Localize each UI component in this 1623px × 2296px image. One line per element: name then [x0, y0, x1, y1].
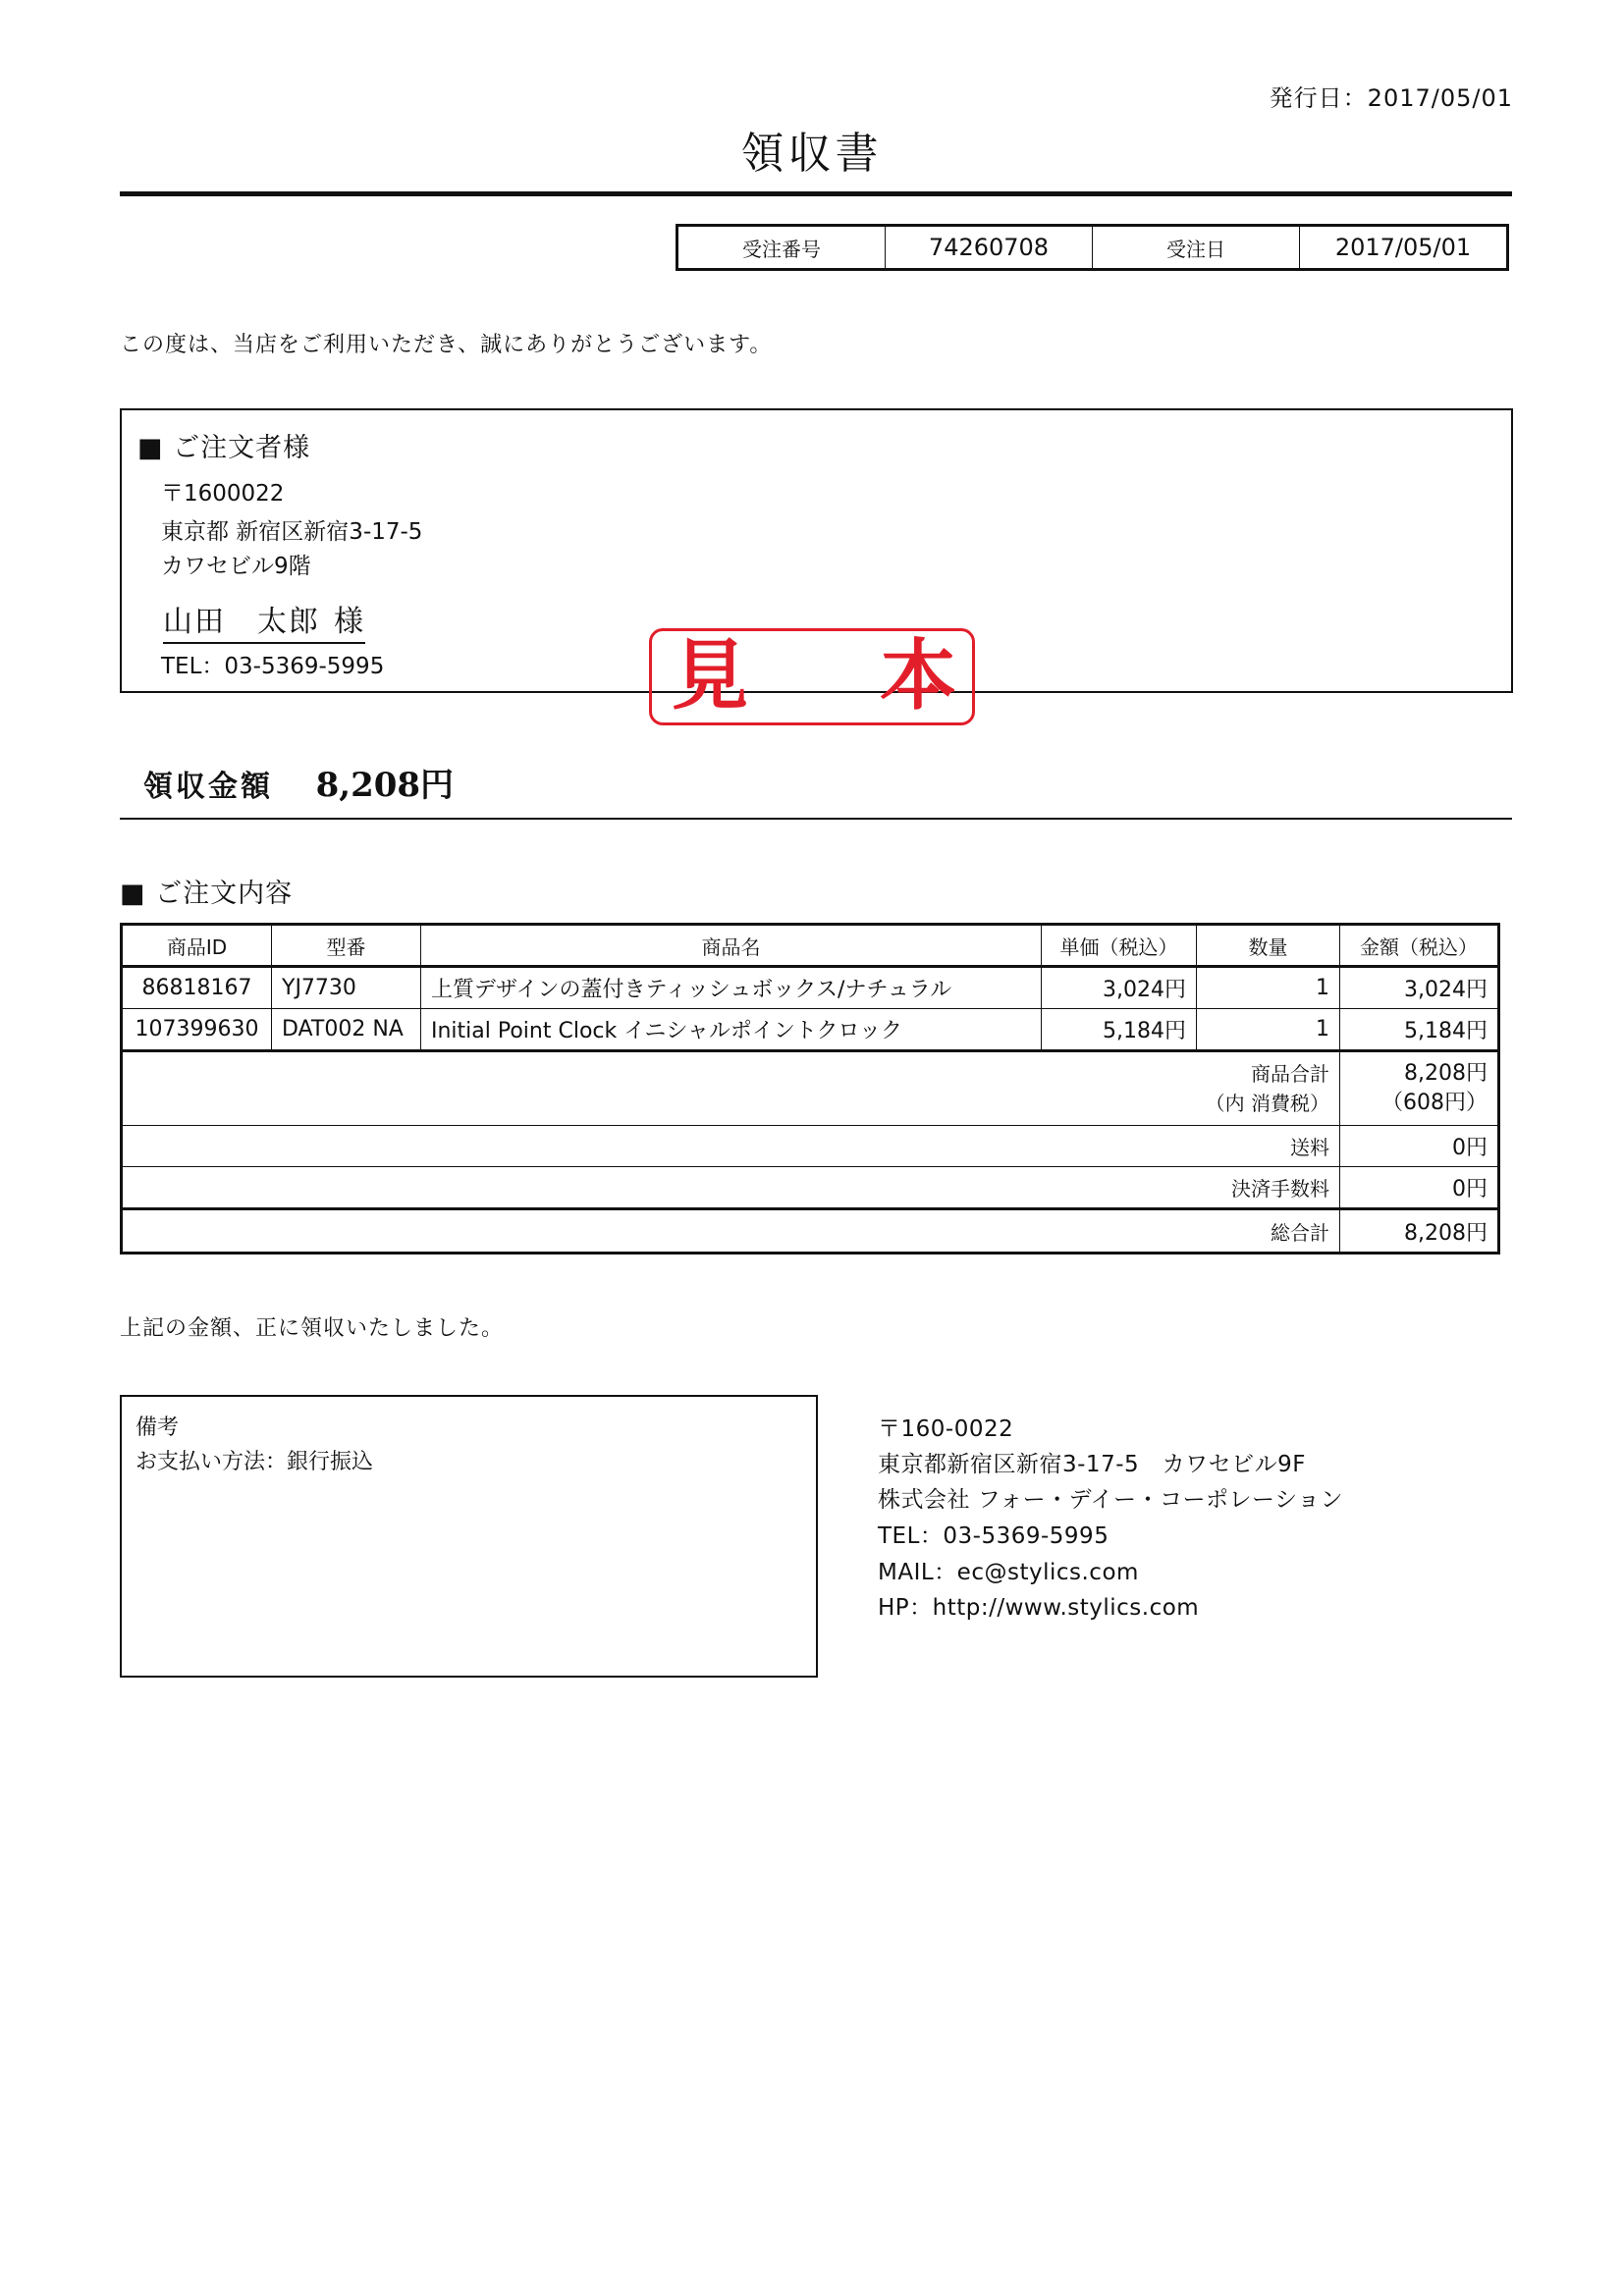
item-qty: 1 [1197, 967, 1340, 1009]
shop-hp[interactable]: HP：http://www.stylics.com [878, 1595, 1200, 1621]
shop-address: 東京都新宿区新宿3-17-5 カワセビル9F [878, 1452, 1306, 1477]
remarks-payment: お支払い方法：銀行振込 [135, 1450, 374, 1474]
subtotal-row [122, 1051, 1499, 1126]
col-header-unit-price: 単価（税込） [1042, 925, 1197, 967]
order-date-value: 2017/05/01 [1300, 226, 1508, 270]
customer-address-2: カワセビル9階 [161, 554, 311, 579]
document-title: 領収書 [740, 129, 883, 179]
received-message: 上記の金額、正に領収いたしました。 [120, 1316, 505, 1341]
customer-postal: 〒1600022 [161, 481, 285, 507]
col-header-id: 商品ID [122, 925, 272, 967]
receipt-amount-label: 領収金額 [143, 770, 273, 804]
items-heading: ■ ご注文内容 [120, 879, 294, 909]
table-row [122, 967, 1499, 1009]
stamp-char-2: 本 [880, 632, 957, 721]
subtotal-label-cell [122, 1051, 1340, 1126]
item-id: 86818167 [122, 967, 272, 1009]
item-id: 107399630 [122, 1009, 272, 1051]
thanks-message: この度は、当店をご利用いただき、誠にありがとうございます。 [120, 333, 773, 357]
col-header-amount: 金額（税込） [1340, 925, 1499, 967]
col-header-qty: 数量 [1197, 925, 1340, 967]
item-model: YJ7730 [272, 967, 421, 1009]
remarks-box [120, 1395, 818, 1678]
item-unit-price: 5,184円 [1042, 1009, 1197, 1051]
receipt-amount-value: 8,208円 [315, 766, 455, 805]
item-amount: 3,024円 [1340, 967, 1499, 1009]
col-header-model: 型番 [272, 925, 421, 967]
item-name: 上質デザインの蓋付きティッシュボックス/ナチュラル [421, 967, 1042, 1009]
fee-label: 決済手数料 [122, 1167, 1340, 1209]
title-rule [120, 191, 1512, 196]
shipping-label: 送料 [122, 1126, 1340, 1167]
sample-stamp [649, 628, 975, 725]
customer-tel: TEL：03-5369-5995 [161, 654, 385, 679]
issue-date: 発行日：2017/05/01 [1269, 84, 1513, 112]
receipt-amount-row [143, 758, 454, 806]
shop-mail[interactable]: MAIL：ec@stylics.com [878, 1560, 1139, 1585]
shop-postal: 〒160-0022 [878, 1416, 1014, 1442]
tax-label: （内 消費税） [1205, 1092, 1329, 1115]
order-date-label: 受注日 [1093, 226, 1300, 270]
item-amount: 5,184円 [1340, 1009, 1499, 1051]
customer-heading: ■ ご注文者様 [137, 433, 311, 463]
customer-honorific: 様 [334, 605, 365, 639]
shop-company: 株式会社 フォー・デイー・コーポレーション [878, 1487, 1344, 1513]
total-value: 8,208円 [1340, 1209, 1499, 1254]
customer-name [163, 597, 365, 644]
subtotal-value: 8,208円 [1404, 1061, 1488, 1086]
remarks-title: 備考 [135, 1415, 180, 1440]
shipping-value: 0円 [1340, 1126, 1499, 1167]
order-no-label: 受注番号 [677, 226, 886, 270]
col-header-name: 商品名 [421, 925, 1042, 967]
table-row [122, 1009, 1499, 1051]
items-table [120, 923, 1500, 1255]
item-unit-price: 3,024円 [1042, 967, 1197, 1009]
order-no-value: 74260708 [886, 226, 1093, 270]
customer-name-text: 山田 太郎 [163, 605, 320, 639]
shipping-row [122, 1126, 1499, 1167]
tax-value: （608円） [1381, 1091, 1488, 1115]
amount-rule [120, 818, 1512, 820]
total-row [122, 1209, 1499, 1254]
subtotal-value-cell [1340, 1051, 1499, 1126]
shop-tel: TEL：03-5369-5995 [878, 1523, 1109, 1549]
item-model: DAT002 NA [272, 1009, 421, 1051]
order-info-table [676, 224, 1509, 271]
customer-address-1: 東京都 新宿区新宿3-17-5 [161, 519, 423, 545]
item-qty: 1 [1197, 1009, 1340, 1051]
fee-row [122, 1167, 1499, 1209]
total-label: 総合計 [122, 1209, 1340, 1254]
subtotal-label: 商品合計 [1251, 1062, 1329, 1086]
stamp-char-1: 見 [672, 632, 749, 721]
item-name: Initial Point Clock イニシャルポイントクロック [421, 1009, 1042, 1051]
fee-value: 0円 [1340, 1167, 1499, 1209]
